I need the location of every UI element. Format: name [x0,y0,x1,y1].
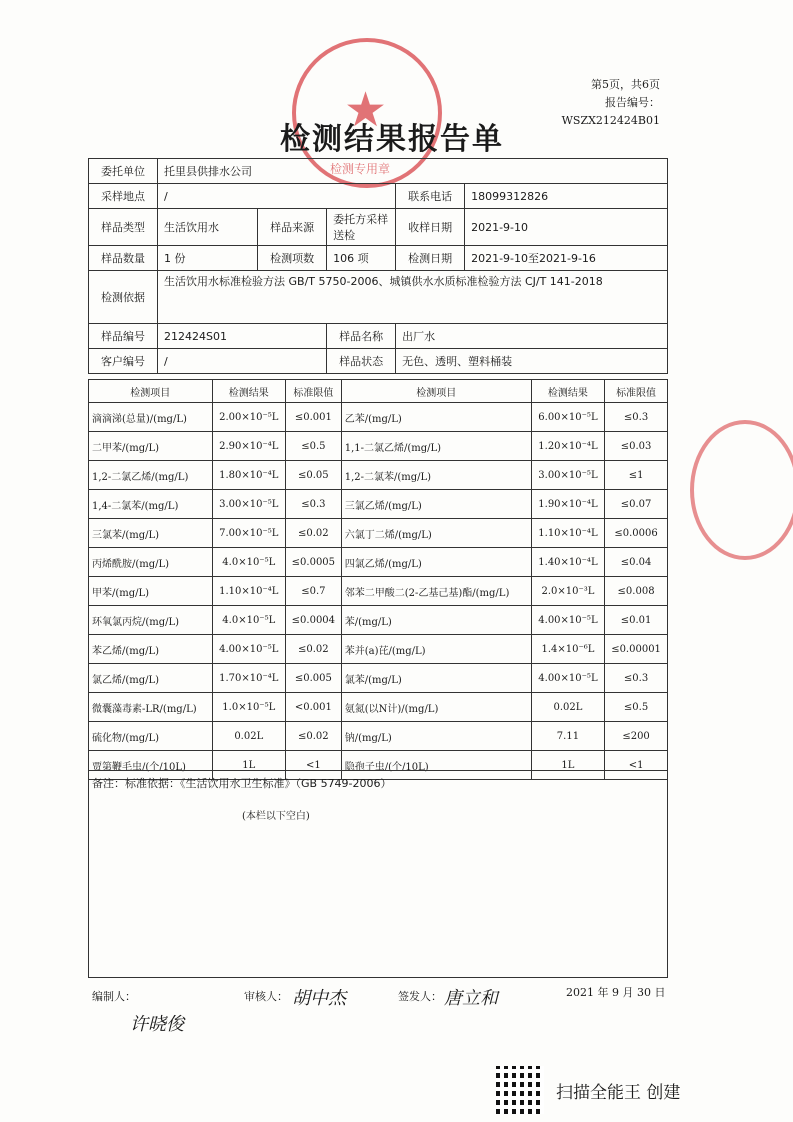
recv-date-value: 2021-9-10 [465,209,668,246]
item-name-cell: 甲苯/(mg/L) [89,577,213,606]
item-limit-cell: ≤0.005 [285,664,341,693]
reviewer-label: 审核人： [244,990,288,1003]
item-result-cell: 4.00×10⁻⁵L [212,635,285,664]
header-limit: 标准限值 [285,380,341,403]
item-result-cell: 1L [531,751,604,780]
sample-name-value: 出厂水 [396,324,668,349]
header-result: 检测结果 [531,380,604,403]
item-limit-cell: ≤0.001 [285,403,341,432]
item-limit-cell: ≤0.7 [285,577,341,606]
qty-value: 1 份 [158,246,258,271]
item-result-cell: 1.70×10⁻⁴L [212,664,285,693]
basis-value: 生活饮用水标准检验方法 GB/T 5750-2006、城镇供水水质标准检验方法 CJ/T 141-2018 [158,271,668,324]
source-value: 委托方采样送检 [327,209,396,246]
header-limit: 标准限值 [605,380,668,403]
item-limit-cell: ≤0.02 [285,635,341,664]
item-result-cell: 1.0×10⁻⁵L [212,693,285,722]
page-info [520,76,660,130]
item-limit-cell: <0.001 [285,693,341,722]
header-result: 检测结果 [212,380,285,403]
sample-state-value: 无色、透明、塑料桶装 [396,349,668,374]
item-name-cell: 三氯苯/(mg/L) [89,519,213,548]
page-title: 检测结果报告单 [280,122,504,157]
item-name-cell: 丙烯酰胺/(mg/L) [89,548,213,577]
table-row [89,635,668,664]
phone-label: 联系电话 [396,184,465,209]
table-row [89,722,668,751]
customer-no-value: / [158,349,327,374]
item-name-cell: 1,1-二氯乙烯/(mg/L) [341,432,531,461]
item-name-cell: 三氯乙烯/(mg/L) [341,490,531,519]
customer-no-label: 客户编号 [89,349,158,374]
item-result-cell: 1.10×10⁻⁴L [212,577,285,606]
client-value: 托里县供排水公司 [158,159,668,184]
table-row [89,490,668,519]
item-result-cell: 3.00×10⁻⁵L [212,490,285,519]
item-name-cell: 邻苯二甲酸二(2-乙基己基)酯/(mg/L) [341,577,531,606]
table-row [89,519,668,548]
table-row [89,403,668,432]
item-result-cell: 2.00×10⁻⁵L [212,403,285,432]
item-result-cell: 0.02L [531,693,604,722]
page-number: 第5页，共6页 [591,78,660,91]
qty-label: 样品数量 [89,246,158,271]
blank-note: (本栏以下空白) [242,811,310,822]
site-label: 采样地点 [89,184,158,209]
compiler-label: 编制人： [92,990,136,1003]
item-result-cell: 1.90×10⁻⁴L [531,490,604,519]
client-label: 委托单位 [89,159,158,184]
item-limit-cell: ≤0.05 [285,461,341,490]
item-name-cell: 四氯乙烯/(mg/L) [341,548,531,577]
item-result-cell: 1.80×10⁻⁴L [212,461,285,490]
item-result-cell: 4.0×10⁻⁵L [212,606,285,635]
item-result-cell: 7.11 [531,722,604,751]
stamp-bottom-text: 检测专用章 [330,162,391,176]
item-result-cell: 0.02L [212,722,285,751]
test-date-label: 检测日期 [396,246,465,271]
table-row [89,606,668,635]
item-name-cell: 苯乙烯/(mg/L) [89,635,213,664]
item-name-cell: 硫化物/(mg/L) [89,722,213,751]
remarks-text: 备注：标准依据：《生活饮用水卫生标准》（GB 5749-2006） [92,777,392,790]
sample-name-label: 样品名称 [327,324,396,349]
item-result-cell: 2.90×10⁻⁴L [212,432,285,461]
item-result-cell: 4.0×10⁻⁵L [212,548,285,577]
header-item: 检测项目 [341,380,531,403]
seam-stamp [690,420,793,560]
item-result-cell: 3.00×10⁻⁵L [531,461,604,490]
item-limit-cell: ≤0.00001 [605,635,668,664]
item-limit-cell: ≤0.04 [605,548,668,577]
header-item: 检测项目 [89,380,213,403]
source-label: 样品来源 [258,209,327,246]
item-name-cell: 乙苯/(mg/L) [341,403,531,432]
item-limit-cell: ≤0.02 [285,722,341,751]
item-limit-cell: ≤0.07 [605,490,668,519]
table-row [89,548,668,577]
site-value: / [158,184,396,209]
item-limit-cell: ≤0.3 [605,664,668,693]
sign-date: 2021 年 9 月 30 日 [566,986,666,999]
item-name-cell: 隐孢子虫/(个/10L) [341,751,531,780]
sample-no-value: 212424S01 [158,324,327,349]
item-name-cell: 滴滴涕(总量)/(mg/L) [89,403,213,432]
item-limit-cell: <1 [285,751,341,780]
remarks-box [88,770,668,978]
basis-label: 检测依据 [89,271,158,324]
item-name-cell: 1,2-二氯乙烯/(mg/L) [89,461,213,490]
items-value: 106 项 [327,246,396,271]
item-limit-cell: ≤1 [605,461,668,490]
item-limit-cell: ≤0.5 [605,693,668,722]
item-name-cell: 微囊藻毒素-LR/(mg/L) [89,693,213,722]
qr-code-icon [496,1066,544,1114]
item-name-cell: 环氧氯丙烷/(mg/L) [89,606,213,635]
item-limit-cell: ≤0.5 [285,432,341,461]
table-row [89,461,668,490]
phone-value: 18099312826 [465,184,668,209]
item-limit-cell: ≤0.008 [605,577,668,606]
sample-no-label: 样品编号 [89,324,158,349]
compiler-signature: 许晓俊 [130,1014,184,1035]
table-row [89,577,668,606]
issuer-signature: 唐立和 [444,988,498,1009]
item-name-cell: 钠/(mg/L) [341,722,531,751]
item-limit-cell: <1 [605,751,668,780]
table-row [89,664,668,693]
item-result-cell: 4.00×10⁻⁵L [531,664,604,693]
recv-date-label: 收样日期 [396,209,465,246]
sample-state-label: 样品状态 [327,349,396,374]
items-label: 检测项数 [258,246,327,271]
table-row [89,693,668,722]
report-number: 报告编号：WSZX212424B01 [561,96,660,127]
item-result-cell: 1.10×10⁻⁴L [531,519,604,548]
scanner-watermark: 扫描全能王 创建 [556,1083,681,1103]
item-name-cell: 1,4-二氯苯/(mg/L) [89,490,213,519]
reviewer-signature: 胡中杰 [292,988,346,1009]
sample-info-table [88,158,668,374]
results-table [88,379,668,780]
type-label: 样品类型 [89,209,158,246]
results-body [89,403,668,780]
test-date-value: 2021-9-10至2021-9-16 [465,246,668,271]
item-name-cell: 二甲苯/(mg/L) [89,432,213,461]
star-icon: ★ [344,82,388,138]
item-limit-cell: ≤0.3 [605,403,668,432]
item-name-cell: 1,2-二氯苯/(mg/L) [341,461,531,490]
item-limit-cell: ≤0.01 [605,606,668,635]
item-name-cell: 氨氮(以N计)/(mg/L) [341,693,531,722]
item-name-cell: 苯并(a)芘/(mg/L) [341,635,531,664]
item-limit-cell: ≤0.0006 [605,519,668,548]
table-row [89,432,668,461]
item-result-cell: 1.20×10⁻⁴L [531,432,604,461]
item-name-cell: 六氯丁二烯/(mg/L) [341,519,531,548]
item-result-cell: 1.4×10⁻⁶L [531,635,604,664]
item-limit-cell: ≤200 [605,722,668,751]
item-name-cell: 氯苯/(mg/L) [341,664,531,693]
item-result-cell: 1L [212,751,285,780]
item-limit-cell: ≤0.0004 [285,606,341,635]
results-header-row [89,380,668,403]
item-name-cell: 氯乙烯/(mg/L) [89,664,213,693]
item-limit-cell: ≤0.3 [285,490,341,519]
item-name-cell: 贾第鞭毛虫/(个/10L) [89,751,213,780]
item-result-cell: 4.00×10⁻⁵L [531,606,604,635]
item-result-cell: 2.0×10⁻³L [531,577,604,606]
item-name-cell: 苯/(mg/L) [341,606,531,635]
item-limit-cell: ≤0.03 [605,432,668,461]
item-limit-cell: ≤0.02 [285,519,341,548]
item-result-cell: 1.40×10⁻⁴L [531,548,604,577]
item-result-cell: 7.00×10⁻⁵L [212,519,285,548]
issuer-label: 签发人： [398,990,442,1003]
type-value: 生活饮用水 [158,209,258,246]
item-limit-cell: ≤0.0005 [285,548,341,577]
item-result-cell: 6.00×10⁻⁵L [531,403,604,432]
